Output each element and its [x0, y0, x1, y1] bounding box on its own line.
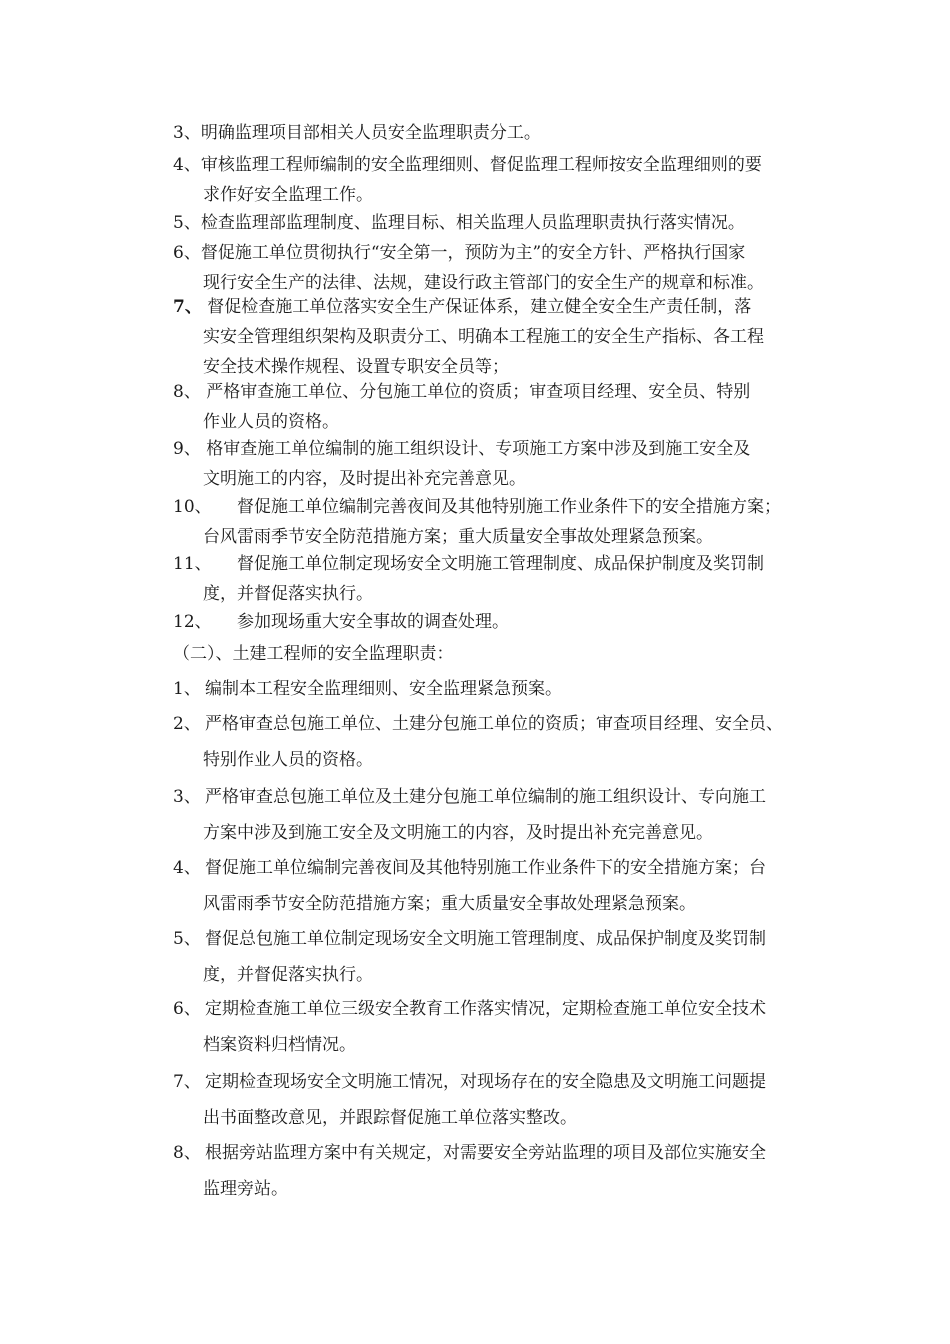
list-item-4	[173, 150, 853, 210]
list-item-6b	[173, 992, 853, 1062]
list-item-4b	[173, 851, 853, 921]
item-number: 1、	[173, 679, 201, 699]
item-text: 根据旁站监理方案中有关规定，对需要安全旁站监理的项目及部位实施安全	[205, 1143, 766, 1163]
list-item-3b	[173, 780, 853, 850]
item-text-continued: 实安全管理组织架构及职责分工、明确本工程施工的安全生产指标、各工程	[203, 327, 764, 347]
list-item-10	[173, 492, 853, 552]
item-text-continued: 度，并督促落实执行。	[203, 965, 373, 985]
item-number: 3、	[173, 123, 201, 143]
item-number: 2、	[173, 714, 201, 734]
list-item-7	[173, 292, 853, 382]
item-text: 检查监理部监理制度、监理目标、相关监理人员监理职责执行落实情况。	[200, 213, 745, 233]
item-text-continued: 台风雷雨季节安全防范措施方案；重大质量安全事故处理紧急预案。	[203, 527, 713, 547]
item-number: 11、	[173, 554, 212, 574]
item-number: 6、	[173, 999, 201, 1019]
list-item-12	[173, 607, 853, 637]
list-item-5b	[173, 922, 853, 992]
item-number: 8、	[173, 1143, 201, 1163]
list-item-2	[173, 707, 853, 777]
item-text-continued: 方案中涉及到施工安全及文明施工的内容，及时提出补充完善意见。	[203, 823, 713, 843]
item-number: 5、	[173, 929, 201, 949]
item-text: 编制本工程安全监理细则、安全监理紧急预案。	[205, 679, 562, 699]
item-number: 7、	[173, 1072, 201, 1092]
item-number: 6、	[173, 243, 201, 263]
list-item-8b	[173, 1136, 853, 1206]
list-item-6	[173, 238, 853, 298]
list-item-3	[173, 118, 853, 148]
item-text-continued: 度，并督促落实执行。	[203, 584, 373, 604]
item-text: 参加现场重大安全事故的调查处理。	[237, 612, 509, 632]
item-number: 8、	[173, 382, 201, 402]
item-text: 督促总包施工单位制定现场安全文明施工管理制度、成品保护制度及奖罚制	[205, 929, 766, 949]
item-text: 严格审查总包施工单位及土建分包施工单位编制的施工组织设计、专向施工	[205, 787, 766, 807]
item-number: 7、	[173, 297, 202, 317]
item-text: 审核监理工程师编制的安全监理细则、督促监理工程师按安全监理细则的要	[200, 155, 762, 175]
item-text: 督促施工单位贯彻执行“安全第一，预防为主”的安全方针、严格执行国家	[200, 243, 746, 263]
item-text-continued: 文明施工的内容，及时提出补充完善意见。	[203, 469, 526, 489]
list-item-1	[173, 672, 853, 706]
item-text: 督促检查施工单位落实安全生产保证体系，建立健全安全生产责任制，落	[207, 297, 752, 317]
item-number: 3、	[173, 787, 201, 807]
item-text-continued: 安全技术操作规程、设置专职安全员等；	[203, 357, 509, 377]
item-text: 督促施工单位制定现场安全文明施工管理制度、成品保护制度及奖罚制	[237, 554, 764, 574]
item-number: 4、	[173, 858, 201, 878]
list-item-7b	[173, 1065, 853, 1135]
section-2-heading: （二）、土建工程师的安全监理职责：	[173, 644, 454, 664]
item-number: 4、	[173, 155, 201, 175]
item-number: 10、	[173, 497, 212, 517]
item-text-continued: 档案资料归档情况。	[203, 1035, 356, 1055]
item-text: 督促施工单位编制完善夜间及其他特别施工作业条件下的安全措施方案；	[237, 497, 781, 517]
item-text-continued: 作业人员的资格。	[203, 412, 339, 432]
list-item-8	[173, 377, 853, 437]
item-text-continued: 特别作业人员的资格。	[203, 750, 373, 770]
list-item-11	[173, 549, 853, 609]
item-text: 明确监理项目部相关人员安全监理职责分工。	[200, 123, 541, 143]
item-text: 定期检查现场安全文明施工情况，对现场存在的安全隐患及文明施工问题提	[205, 1072, 766, 1092]
item-number: 5、	[173, 213, 201, 233]
item-number: 9、	[173, 439, 201, 459]
item-text-continued: 求作好安全监理工作。	[203, 185, 373, 205]
item-text: 定期检查施工单位三级安全教育工作落实情况，定期检查施工单位安全技术	[205, 999, 766, 1019]
list-item-5	[173, 208, 853, 238]
item-text-continued: 监理旁站。	[203, 1179, 288, 1199]
item-number: 12、	[173, 612, 212, 632]
item-text: 严格审查总包施工单位、土建分包施工单位的资质；审查项目经理、安全员、	[205, 714, 783, 734]
item-text: 严格审查施工单位、分包施工单位的资质；审查项目经理、安全员、特别	[206, 382, 751, 402]
item-text-continued: 出书面整改意见，并跟踪督促施工单位落实整改。	[203, 1108, 577, 1128]
list-item-9	[173, 434, 853, 494]
item-text-continued: 现行安全生产的法律、法规，建设行政主管部门的安全生产的规章和标准。	[203, 273, 764, 293]
item-text: 格审查施工单位编制的施工组织设计、专项施工方案中涉及到施工安全及	[206, 439, 751, 459]
item-text: 督促施工单位编制完善夜间及其他特别施工作业条件下的安全措施方案；台	[205, 858, 766, 878]
item-text-continued: 风雷雨季节安全防范措施方案；重大质量安全事故处理紧急预案。	[203, 894, 696, 914]
